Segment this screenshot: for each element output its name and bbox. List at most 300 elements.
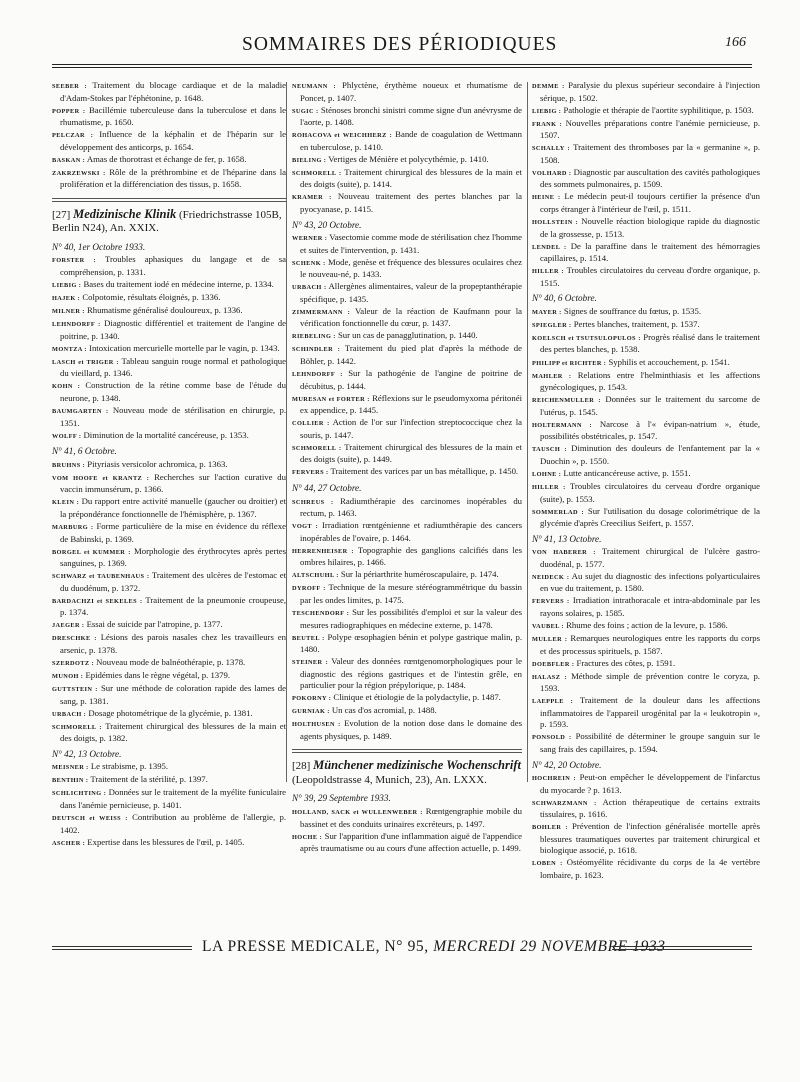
citation-title: Sur les possibilités d'emploi et sur la valeur des mesures radiographiques en médecine externe, p. 1478. [300, 606, 522, 630]
citation-author: JAEGER : [52, 622, 85, 630]
citation-title: Valeur de la réaction de Kaufmann pour la vérification fonctionnelle du cœur, p. 1437. [300, 305, 522, 329]
citation-entry [292, 495, 523, 520]
citation-entry [52, 292, 286, 305]
citation-title: Essai de suicide par l'atropine, p. 1377. [84, 619, 223, 630]
citation-author: STEINER : [292, 659, 329, 667]
citation-title: Nouveau traitement des pertes blanches par la pyocyanase, p. 1415. [300, 191, 522, 214]
citation-entry [292, 582, 522, 606]
citation-author: NEIDECK : [532, 573, 570, 581]
citation-title: Diminution de la mortalité cancéreuse, p. 1353. [81, 429, 249, 440]
citation-author: HOLLAND, SACK et WULLENWEBER : [292, 809, 423, 817]
citation-author: SCHALLY : [532, 145, 570, 153]
citation-author: ROHACOVA et WEICHHERZ : [292, 132, 393, 140]
citation-entry [532, 369, 760, 394]
citation-title: Sténoses bronchi sinistri comme signe d'un anévrysme de l'aorte, p. 1408. [300, 104, 522, 128]
citation-entry [532, 166, 760, 191]
citation-title: Action de l'or sur l'infection streptococcique chez la souris, p. 1447. [300, 417, 522, 440]
citation-entry [532, 80, 760, 104]
citation-title: Sur la périarthrite huméroscapulaire, p. 1474. [338, 569, 499, 580]
citation-title: Valeur des données rœntgenomorphologiques pour le diagnostic des régions gastriques et de l'intestin grêle, en particulier pour la région prépylorique, p. 1484. [300, 656, 522, 691]
citation-entry [52, 787, 286, 811]
citation-entry [292, 656, 522, 692]
citation-author: HILLER : [532, 268, 564, 276]
journal-number: [27] [52, 208, 71, 221]
citation-author: HOLTERMANN : [532, 421, 593, 429]
citation-entry [532, 796, 760, 821]
citation-entry [52, 683, 286, 707]
citation-title: Traitement chirurgical de l'ulcère gastro-duodénal, p. 1577. [540, 546, 761, 569]
citation-title: Technique de la mesure stéréogrammétrique du bassin par les ondes limites, p. 1475. [300, 582, 522, 605]
citation-author: VOGT : [292, 523, 319, 531]
citation-title: Diagnostic par auscultation des cavités pathologiques des sommets pulmonaires, p. 1509. [540, 166, 760, 190]
citation-author: VOM HOOFE et KRANTZ : [52, 474, 150, 482]
citation-author: SCHWARZ et TAUBENHAUS : [52, 573, 150, 581]
citation-entry [532, 772, 760, 796]
citation-title: Contribution au problème de l'allergie, p. 1402. [60, 812, 286, 835]
citation-title: Allergènes alimentaires, valeur de la propeptanthérapie spécifique, p. 1435. [300, 281, 522, 304]
issue-date: N° 41, 6 Octobre. [52, 446, 117, 457]
citation-entry [52, 80, 286, 104]
citation-author: SZERDOTZ : [52, 659, 94, 667]
citation-entry [52, 656, 286, 670]
citation-entry [292, 392, 522, 417]
citation-entry [532, 142, 761, 166]
citation-title: Clinique et étiologie de la polydactylie, p. 1487. [331, 692, 501, 703]
citation-author: LIEBIG : [52, 282, 82, 290]
citation-title: Intoxication mercurielle mortelle par le vagin, p. 1343. [86, 342, 280, 353]
citation-entry [52, 619, 286, 632]
citation-author: TESCHENDORF : [292, 609, 350, 617]
citation-title: Relations entre l'helminthiasis et les affections gynécologiques, p. 1543. [540, 369, 760, 393]
citation-entry [292, 232, 522, 256]
citation-title: Bande de coagulation de Wettmann en tuberculose, p. 1410. [300, 129, 522, 152]
citation-author: HOCHE : [292, 833, 323, 841]
citation-author: HOLTHUSEN : [292, 721, 341, 729]
citation-title: Bases du traitement iodé en médecine interne, p. 1334. [81, 279, 274, 290]
footer-text [202, 938, 666, 956]
citation-title: Vasectomie comme mode de stérilisation chez l'homme et suites de l'intervention, p. 1431. [300, 232, 522, 255]
citation-author: FERVERS : [292, 469, 329, 477]
citation-author: KLEIN : [52, 499, 80, 507]
citation-title: Epidémies dans le règne végétal, p. 1379. [83, 670, 230, 681]
citation-author: LEHNDORFF : [292, 371, 343, 379]
citation-entry [52, 355, 286, 380]
citation-entry [52, 305, 286, 318]
citation-title: Pathologie et thérapie de l'aortite syphilitique, p. 1503. [561, 104, 754, 115]
citation-author: VON HABERER : [532, 549, 596, 557]
citation-entry [532, 418, 760, 443]
footer-journal: LA PRESSE MEDICALE, N° 95, [202, 938, 434, 955]
citation-author: POKORNY : [292, 695, 332, 703]
citation-entry [52, 254, 286, 278]
citation-author: DYROFF : [292, 585, 326, 593]
citation-author: ZAKRZEWSKI : [52, 169, 106, 177]
citation-entry [532, 821, 760, 857]
page-footer [52, 938, 752, 960]
column-2 [292, 80, 522, 855]
citation-entry [532, 240, 760, 265]
citation-entry [292, 129, 522, 153]
page-number: 166 [725, 35, 746, 50]
citation-title: Traitement du pied plat d'après la méthode de Böhler, p. 1442. [300, 343, 522, 367]
citation-author: WERNER : [292, 235, 328, 243]
citation-author: MARBURG : [52, 523, 94, 531]
citation-title: Influence de la képhalin et de l'héparin sur le développement des anticorps, p. 1654. [60, 129, 286, 152]
citation-title: Possibilité de déterminer le groupe sanguin sur le sang frais des capillaires, p. 1594. [540, 731, 760, 754]
citation-entry [532, 265, 760, 289]
citation-author: KOELSCH et TSUTSULOPULOS : [532, 334, 641, 342]
citation-author: SCHMORELL : [292, 169, 342, 177]
citation-entry [532, 657, 760, 671]
citation-entry [532, 331, 761, 356]
journal-heading [52, 201, 286, 236]
citation-author: MURESAN et FORTER : [292, 395, 370, 403]
citation-author: SPIEGLER : [532, 321, 572, 329]
citation-title: Expertise dans les blessures de l'œil, p. 1405. [85, 836, 245, 847]
citation-author: URBACH : [52, 710, 87, 718]
citation-entry [292, 806, 522, 830]
citation-entry [532, 467, 760, 481]
citation-title: Topographie des ganglions calcifiés dans les ombres hilaires, p. 1466. [300, 544, 522, 568]
issue-date: N° 42, 13 Octobre. [52, 748, 122, 759]
citation-author: BENTHIN : [52, 777, 89, 785]
citation-title: Evolution de la notion dose dans le domaine des agents physiques, p. 1489. [300, 718, 522, 741]
citation-title: Colpotomie, résultats éloignés, p. 1336. [80, 292, 221, 303]
citation-entry [292, 520, 523, 544]
column-1 [52, 80, 286, 850]
citation-author: FORSTER : [52, 257, 96, 265]
citation-entry [292, 153, 522, 167]
citation-entry [292, 544, 522, 569]
citation-title: Sur un cas de panagglutination, p. 1440. [335, 330, 478, 341]
citation-entry [532, 505, 760, 530]
citation-entry [532, 695, 761, 731]
citation-title: Traitement du blocage cardiaque et de la maladie d'Adam-Stokes par l'éphétonine, p. 1648. [60, 80, 286, 103]
footer-rule-right [612, 946, 752, 950]
citation-title: Recherches sur l'action curative du vaccin immunsérum, p. 1366. [60, 471, 286, 495]
citation-title: Rhume des foins ; action de la levure, p. 1586. [563, 620, 728, 631]
citation-author: HERRENHEISER : [292, 547, 354, 555]
citation-entry [292, 166, 522, 191]
citation-entry [532, 595, 760, 619]
citation-author: TAUSCH : [532, 446, 567, 454]
citation-entry [292, 80, 522, 104]
citation-entry [292, 281, 522, 305]
citation-entry [52, 458, 286, 472]
citation-entry [532, 670, 760, 695]
citation-author: VOLHARD : [532, 169, 572, 177]
citation-title: Irradiation rœntgénienne et radiumthérapie des cancers inopérables de l'ovaire, p. 1464. [300, 520, 523, 543]
citation-author: LENDEL : [532, 243, 567, 251]
citation-entry [52, 153, 286, 167]
citation-author: SOMMERLAD : [532, 508, 585, 516]
citation-entry [532, 731, 760, 755]
citation-author: MAHLER : [532, 372, 572, 380]
issue-date: N° 42, 20 Octobre. [532, 759, 602, 770]
citation-entry [292, 104, 522, 129]
citation-title: Nouveau mode de stérilisation en chirurgie, p. 1351. [60, 405, 286, 428]
citation-entry [532, 191, 760, 215]
citation-title: Nouvelles préparations contre l'anémie pernicieuse, p. 1507. [540, 117, 760, 141]
citation-entry [532, 620, 760, 633]
citation-entry [52, 836, 286, 850]
citation-entry [292, 692, 522, 705]
citation-author: HOLLSTEIN : [532, 219, 579, 227]
citation-title: Polype œsophagien bénin et polype gastrique malin, p. 1480. [300, 631, 522, 655]
citation-author: LOBEN : [532, 860, 563, 868]
citation-author: BRUHNS : [52, 461, 86, 469]
citation-entry [532, 857, 760, 881]
citation-author: FERVERS : [532, 598, 570, 606]
citation-title: Le médecin peut-il toujours certifier la présence d'un corps étranger à l'intérieur de l'œil, p. 1511. [540, 191, 760, 214]
journal-name: Medizinische Klinik [73, 206, 177, 221]
citation-title: De la paraffine dans le traitement des hémorragies capillaires, p. 1514. [540, 240, 760, 264]
citation-entry [292, 368, 522, 392]
citation-author: ZIMMERMANN : [292, 308, 351, 316]
citation-author: REICHENMULLER : [532, 397, 601, 405]
citation-entry [52, 405, 286, 429]
citation-entry [52, 279, 286, 292]
citation-title: Sur l'apparition d'une inflammation aiguë de l'appendice après traumatisme ou au cours d'une affection actuelle, p. 1499. [300, 830, 522, 854]
citation-author: BARDACHZI et SEKELES : [52, 597, 143, 605]
citation-title: Morphologie des érythrocytes après pertes sanguines, p. 1369. [60, 545, 286, 569]
citation-author: WOLFF : [52, 432, 82, 440]
citation-author: MULLER : [532, 636, 568, 644]
citation-title: Ostéomyélite récidivante du corps de la 4e vertèbre lombaire, p. 1623. [540, 857, 760, 880]
citation-title: Fractures des côtes, p. 1591. [574, 657, 676, 668]
citation-title: Un cas d'os acromial, p. 1488. [329, 705, 437, 716]
citation-entry [52, 812, 286, 836]
citation-author: LIEBIG : [532, 107, 562, 115]
citation-author: LASCH et TRIGER : [52, 358, 119, 366]
citation-title: Traitement chirurgical des blessures de la main et des doigts (suite), p. 1449. [300, 441, 522, 465]
citation-author: SCHENK : [292, 259, 326, 267]
citation-entry [52, 670, 286, 683]
issue-date: N° 40, 1er Octobre 1933. [52, 241, 146, 252]
page-header [52, 34, 752, 64]
citation-author: HOCHREIN : [532, 775, 577, 783]
citation-author: BORGEL et KUMMER : [52, 548, 131, 556]
citation-entry [292, 330, 522, 343]
citation-entry [52, 761, 286, 774]
citation-entry [292, 718, 522, 742]
citation-entry [292, 569, 522, 582]
citation-title: Lutte anticancéreuse active, p. 1551. [561, 467, 691, 478]
citation-title: Traitement de la stérilité, p. 1397. [88, 774, 208, 785]
citation-author: GUTTSTEIN : [52, 686, 98, 694]
citation-entry [532, 216, 760, 240]
citation-title: Données sur le traitement de la myélite funiculaire dans l'anémie pernicieuse, p. 1401. [60, 787, 286, 810]
citation-author: POPPER : [52, 107, 86, 115]
citation-author: SCHWARZMANN : [532, 799, 597, 807]
citation-title: Le strabisme, p. 1395. [88, 761, 169, 772]
citation-title: Paralysie du plexus supérieur secondaire à l'injection sérique, p. 1502. [540, 80, 760, 103]
citation-author: MONTZA : [52, 345, 87, 353]
citation-author: BEUTEL : [292, 634, 325, 642]
issue-date: N° 39, 29 Septembre 1933. [292, 793, 391, 804]
footer-rule-left [52, 946, 192, 950]
citation-author: HALASZ : [532, 673, 567, 681]
citation-entry [52, 570, 286, 594]
citation-entry [292, 305, 522, 330]
citation-title: Amas de thorotrast et échange de fer, p. 1658. [85, 153, 247, 164]
citation-entry [52, 318, 287, 342]
citation-title: Traitement des varices par un bas métallique, p. 1450. [328, 466, 519, 477]
citation-entry [292, 417, 522, 441]
citation-title: Diagnostic différentiel et traitement de l'angine de poitrine, p. 1340. [60, 318, 287, 341]
citation-title: Pityriasis versicolor achromica, p. 1363. [85, 458, 228, 469]
citation-author: SCHMORELL : [52, 723, 102, 731]
citation-entry [292, 191, 522, 215]
citation-author: MEISNER : [52, 764, 89, 772]
citation-title: Diminution des douleurs de l'enfantement par la « Duochin », p. 1550. [540, 443, 760, 466]
citation-entry [52, 520, 286, 545]
citation-entry [292, 705, 522, 718]
citation-entry [52, 380, 286, 404]
citation-entry [532, 443, 760, 467]
citation-entry [532, 305, 760, 319]
citation-title: Traitement de la pneumonie croupeuse, p. 1374. [60, 594, 286, 618]
citation-entry [52, 129, 286, 153]
journal-name: Münchener medizinische Wochenschrift [313, 758, 521, 773]
citation-title: Sur la pathogénie de l'angine de poitrine de décubitus, p. 1444. [300, 368, 522, 391]
citation-title: Méthode simple de prévention contre le coryza, p. 1593. [540, 670, 760, 694]
citation-author: LAEPPLE : [532, 698, 574, 706]
citation-entry [52, 594, 286, 619]
journal-heading [292, 752, 522, 787]
citation-entry [532, 633, 760, 657]
citation-entry [532, 318, 760, 332]
citation-title: Phlyctène, érythème noueux et rhumatisme de Poncet, p. 1407. [300, 80, 522, 103]
citation-title: Troubles aphasiques du langage et de sa compréhension, p. 1331. [60, 254, 286, 278]
citation-author: MILNER : [52, 308, 85, 316]
citation-title: Radiumthérapie des carcinomes inopérables du rectum, p. 1463. [300, 495, 523, 519]
citation-title: Action thérapeutique de certains extraits tissulaires, p. 1616. [540, 796, 760, 820]
citation-author: DRESCHKE : [52, 635, 97, 643]
citation-entry [292, 466, 522, 479]
citation-author: LEHNDORFF : [52, 321, 101, 329]
citation-entry [532, 546, 761, 570]
citation-title: Rôle de la préthrombine et de l'héparine dans la prolifération et la différenciation des tissus, p. 1658. [60, 166, 286, 190]
citation-author: BASKAN : [52, 156, 86, 164]
citation-entry [52, 104, 287, 129]
citation-title: Traitement des thromboses par la « germanine », p. 1508. [540, 142, 761, 165]
citation-entry [52, 429, 286, 443]
journal-number: [28] [292, 760, 311, 773]
citation-author: VAUBEL : [532, 623, 564, 631]
citation-author: PHILIPP et RICHTER : [532, 359, 607, 367]
citation-author: SEEBER : [52, 83, 88, 90]
citation-author: MUNOH : [52, 673, 84, 681]
citation-entry [52, 342, 286, 356]
citation-author: ALTSCHUHL : [292, 572, 339, 580]
page-title: SOMMAIRES DES PÉRIODIQUES [242, 34, 558, 55]
citation-title: Lésions des parois nasales chez les travailleurs en arsenic, p. 1378. [60, 632, 287, 655]
citation-title: Sur l'utilisation du dosage colorimétrique de la glycémie d'après Creecilius Seifert, p. 1557. [540, 505, 760, 529]
citation-entry [292, 606, 522, 631]
citation-title: Nouvelle réaction biologique rapide du diagnostic de la grossesse, p. 1513. [540, 216, 760, 239]
citation-author: FRANK : [532, 120, 563, 128]
citation-author: HEINE : [532, 194, 561, 202]
citation-author: DOEBFLER : [532, 660, 575, 668]
citation-title: Vertiges de Ménière et polycythémie, p. 1410. [326, 153, 489, 164]
issue-date: N° 44, 27 Octobre. [292, 483, 362, 493]
citation-author: RIEBELING : [292, 333, 336, 341]
citation-author: DEMME : [532, 83, 565, 90]
citation-entry [52, 496, 286, 520]
citation-author: BOHLER : [532, 824, 568, 832]
citation-author: SCHMORELL : [292, 444, 342, 452]
citation-title: Peut-on empêcher le développement de l'infarctus du myocarde ? p. 1613. [540, 772, 760, 795]
citation-author: HAJEK : [52, 295, 81, 303]
citation-title: Remarques neurologiques entre les rapports du corps et des processus spirituels, p. 1587. [540, 633, 760, 656]
citation-title: Au sujet du diagnostic des infections polyarticulaires en vue du traitement, p. 1580. [540, 570, 760, 594]
citation-title: Traitement chirurgical des blessures de la main et des doigts, p. 1382. [60, 720, 286, 744]
issue-date: N° 40, 6 Octobre. [532, 293, 597, 304]
citation-title: Narcose à l'« évipan-natrium », étude, possibilités obstétricales, p. 1547. [540, 418, 760, 442]
citation-author: SUGIC : [292, 107, 319, 115]
citation-author: BIELING : [292, 156, 327, 164]
citation-title: Troubles circulatoires du cerveau d'ordre organique (suite), p. 1553. [540, 481, 760, 504]
citation-author: COLLIER : [292, 420, 330, 428]
citation-entry [292, 631, 522, 656]
citation-entry [532, 104, 760, 118]
citation-author: SCHREUS : [292, 498, 334, 506]
issue-date: N° 43, 20 Octobre. [292, 219, 362, 230]
footer-date: MERCREDI 29 NOVEMBRE 1933 [433, 938, 666, 955]
citation-title: Tableau sanguin rouge normal et pathologique du vieillard, p. 1346. [60, 355, 286, 379]
citation-author: MAYER : [532, 308, 562, 316]
citation-title: Traitement de la douleur dans les affections inflammatoires de l'appareil urogénital par la « leukotropin », p. 1593. [540, 695, 761, 730]
citation-author: LOHNE : [532, 470, 562, 478]
citation-title: Nouveau mode de balnéothérapie, p. 1378. [93, 656, 246, 667]
citation-title: Rœntgengraphie mobile du bassinet et des conduits urinaires excréteurs, p. 1497. [300, 806, 522, 829]
citation-author: BAUMGARTEN : [52, 408, 109, 416]
citation-entry [532, 394, 760, 418]
citation-title: Données sur le traitement du sarcome de l'utérus, p. 1545. [540, 394, 760, 417]
citation-entry [52, 632, 287, 656]
citation-author: URBACH : [292, 284, 327, 292]
citation-title: Pertes blanches, traitement, p. 1537. [571, 318, 700, 329]
citation-title: Rhumatisme généralisé douloureux, p. 1336. [84, 305, 243, 316]
citation-title: Syphilis et accouchement, p. 1541. [606, 356, 730, 367]
header-rule [52, 64, 752, 68]
citation-author: SCHLICHTING : [52, 790, 107, 798]
journal-address: (Friedrichstrasse 105B, Berlin N24), An. XXIX. [52, 208, 282, 235]
citation-entry [532, 117, 760, 142]
citation-title: Sur une méthode de coloration rapide des lames de sang, p. 1381. [60, 683, 286, 706]
citation-entry [52, 166, 286, 191]
citation-title: Construction de la rétine comme base de l'étude du neurone, p. 1348. [60, 380, 286, 403]
citation-entry [52, 545, 286, 570]
citation-author: PONSOLD : [532, 734, 572, 742]
citation-author: GURNIAK : [292, 708, 330, 716]
citation-author: DEUTSCH et WEISS : [52, 815, 128, 823]
citation-title: Forme particulière de la mise en évidence du réflexe de Babinski, p. 1369. [60, 520, 286, 544]
citation-title: Du rapport entre activité manuelle (gaucher ou droitier) et la prépondérance fonctionnelle de l'hémisphère, p. 1367. [60, 496, 286, 519]
citation-entry [532, 570, 760, 595]
citation-title: Traitement des ulcères de l'estomac et du duodénum, p. 1372. [60, 570, 286, 593]
citation-entry [52, 707, 286, 721]
citation-author: NEUMANN : [292, 83, 337, 90]
citation-entry [532, 481, 760, 505]
column-3 [532, 80, 760, 882]
citation-entry [52, 774, 286, 787]
citation-title: Troubles circulatoires du cerveau d'ordre organique, p. 1515. [540, 265, 760, 288]
citation-author: HILLER : [532, 484, 566, 491]
citation-author: SCHINDLER : [292, 346, 341, 354]
citation-author: KRAMER : [292, 194, 332, 202]
